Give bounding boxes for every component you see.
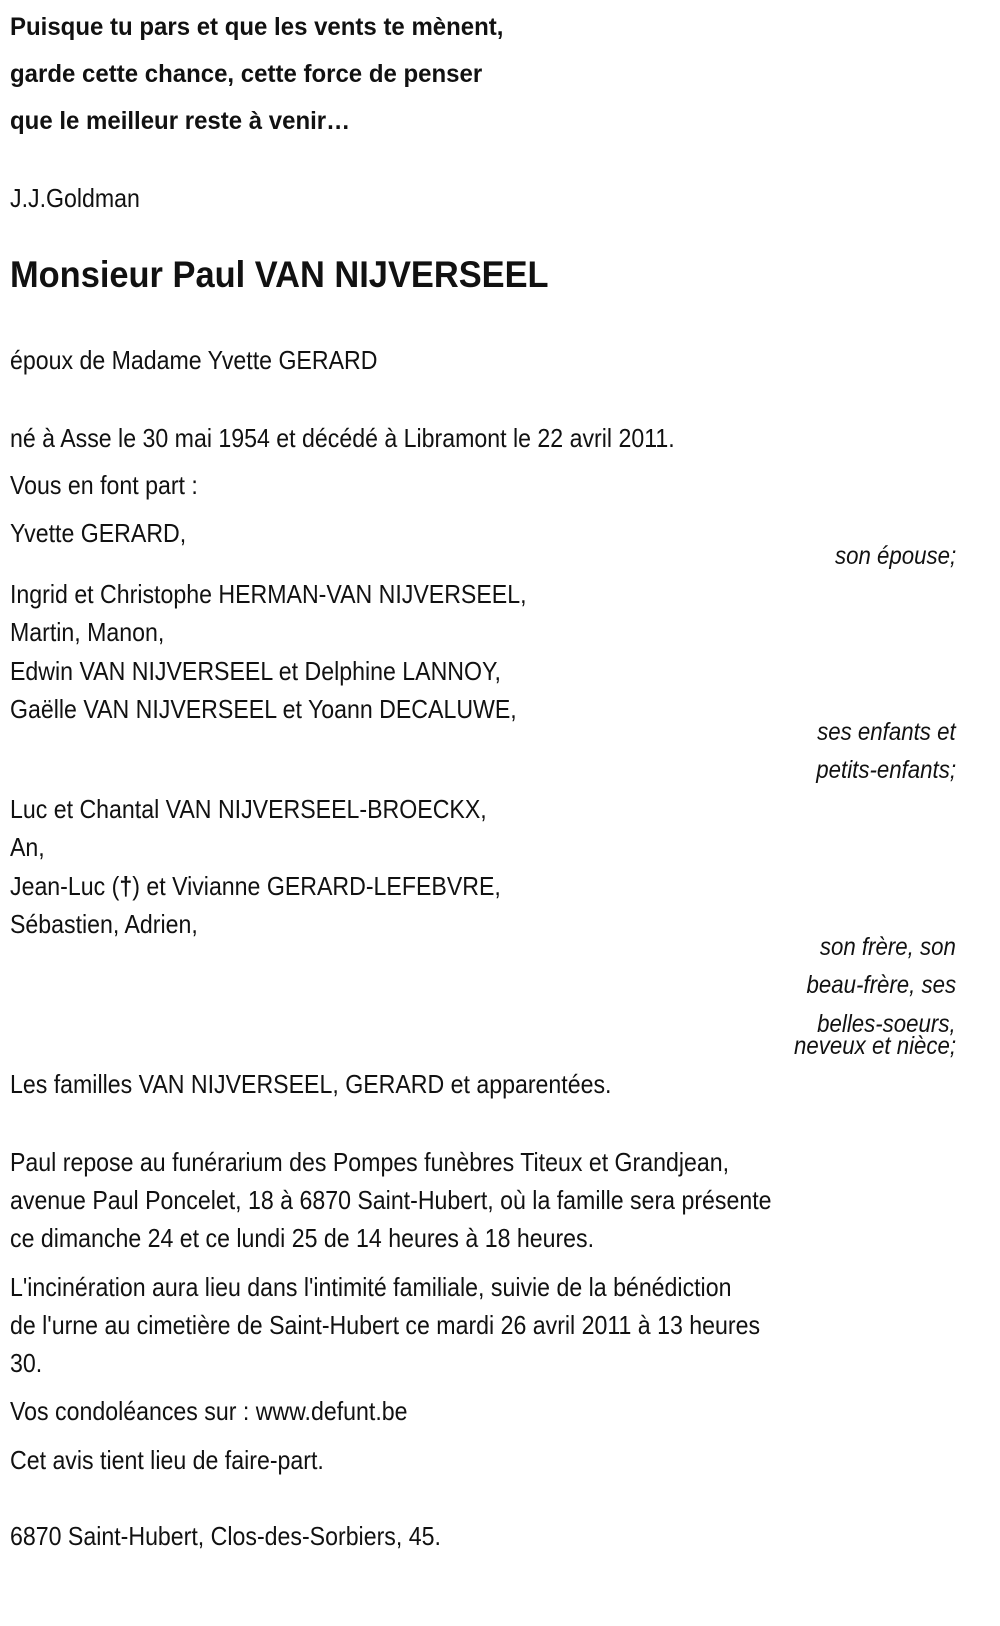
relation-spouse: son épouse;: [834, 542, 956, 570]
quote-line-2: garde cette chance, cette force de penser: [10, 60, 483, 88]
family-child-line-1: Ingrid et Christophe HERMAN-VAN NIJVERSEEL,: [10, 579, 527, 609]
quote-line-1: Puisque tu pars et que les vents te mènent,: [10, 13, 504, 41]
incineration-line-2: de l'urne au cimetière de Saint-Hubert ce mardi 26 avril 2011 à 13 heures: [10, 1310, 761, 1340]
relation-siblings-3: belles-soeurs,: [817, 1010, 956, 1038]
cross-icon: †: [119, 871, 133, 901]
announcement-intro: Vous en font part :: [10, 470, 198, 500]
family-child-line-2: Martin, Manon,: [10, 617, 165, 647]
condolences-label: Vos condoléances sur :: [10, 1396, 256, 1426]
relation-siblings-1: son frère, son: [819, 933, 956, 961]
condolences-link[interactable]: www.defunt.be: [255, 1396, 408, 1426]
address-line: 6870 Saint-Hubert, Clos-des-Sorbiers, 45.: [10, 1521, 441, 1551]
family-child-line-4: Gaëlle VAN NIJVERSEEL et Yoann DECALUWE,: [10, 694, 517, 724]
repose-line-2: avenue Paul Poncelet, 18 à 6870 Saint-Hubert, où la famille sera présente: [10, 1185, 772, 1215]
family-sibling-line-1: Luc et Chantal VAN NIJVERSEEL-BROECKX,: [10, 794, 487, 824]
family-sibling-line-4: Sébastien, Adrien,: [10, 909, 198, 939]
family-spouse-name: Yvette GERARD,: [10, 518, 187, 548]
relation-siblings-4: neveux et nièce;: [793, 1032, 956, 1060]
family-sibling-line-3: [10, 871, 501, 901]
families-line: Les familles VAN NIJVERSEEL, GERARD et apparentées.: [10, 1069, 612, 1099]
family-sibling-line-2: An,: [10, 832, 45, 862]
spouse-line: époux de Madame Yvette GERARD: [10, 345, 378, 375]
incineration-line-3: 30.: [10, 1348, 43, 1378]
condolences-line: [10, 1396, 407, 1426]
family-child-line-3: Edwin VAN NIJVERSEEL et Delphine LANNOY,: [10, 656, 501, 686]
birth-death-line: né à Asse le 30 mai 1954 et décédé à Libramont le 22 avril 2011.: [10, 423, 675, 453]
incineration-line-1: L'incinération aura lieu dans l'intimité familiale, suivie de la bénédiction: [10, 1272, 732, 1302]
quote-author: J.J.Goldman: [10, 183, 140, 213]
relation-children-2: petits-enfants;: [816, 756, 956, 784]
jean-luc-prefix: Jean-Luc (: [10, 871, 120, 901]
deceased-title: Monsieur Paul VAN NIJVERSEEL: [10, 254, 549, 295]
repose-line-3: ce dimanche 24 et ce lundi 25 de 14 heures à 18 heures.: [10, 1223, 595, 1253]
relation-children-1: ses enfants et: [817, 718, 956, 746]
relation-siblings-2: beau-frère, ses: [806, 971, 956, 999]
quote-line-3: que le meilleur reste à venir…: [10, 107, 351, 135]
jean-luc-suffix: ) et Vivianne GERARD-LEFEBVRE,: [132, 871, 501, 901]
notice-line: Cet avis tient lieu de faire-part.: [10, 1445, 324, 1475]
repose-line-1: Paul repose au funérarium des Pompes funèbres Titeux et Grandjean,: [10, 1147, 730, 1177]
